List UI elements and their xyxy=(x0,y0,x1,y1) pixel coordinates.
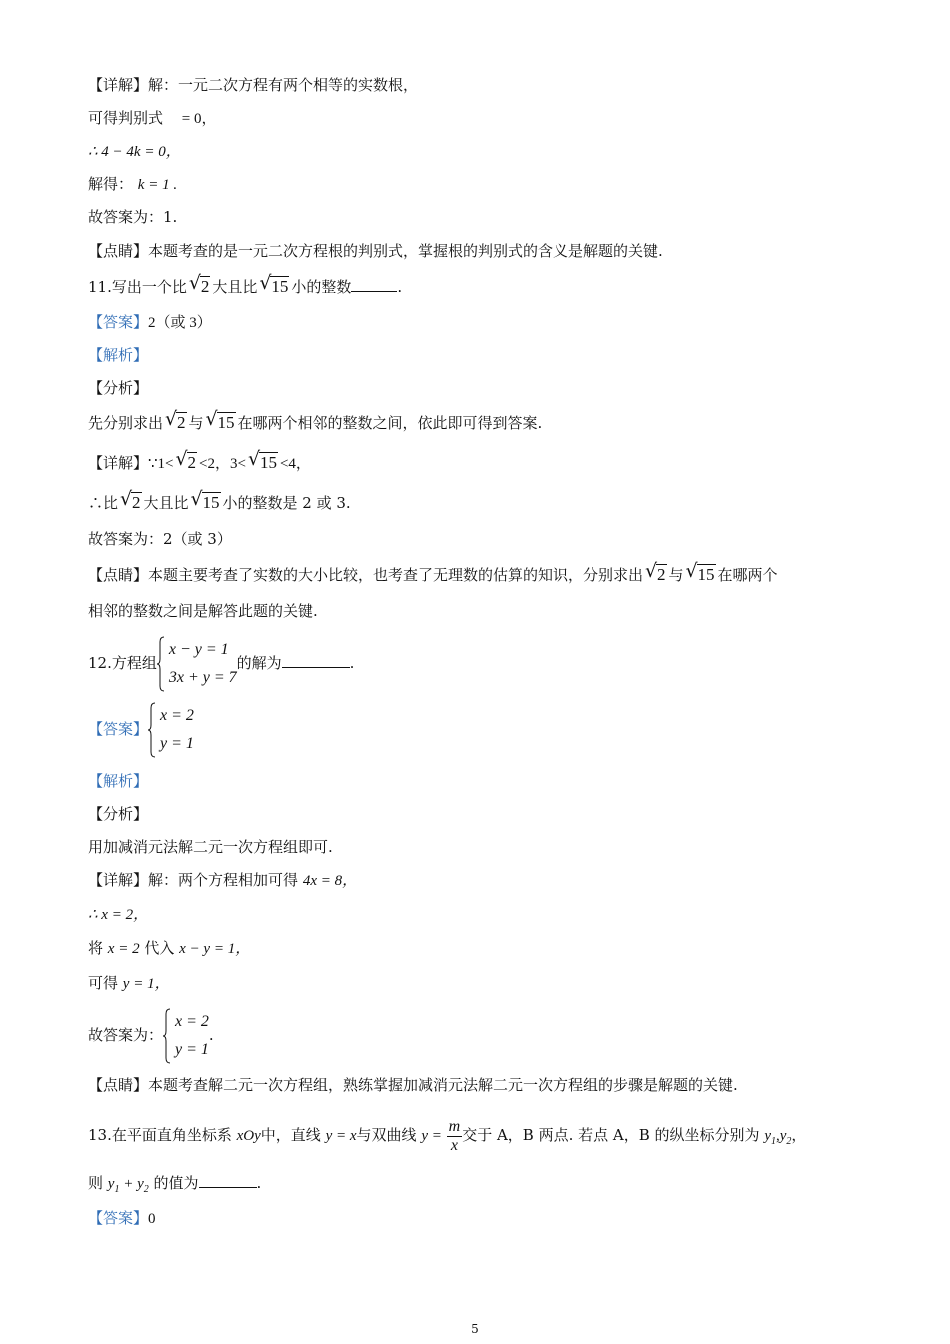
q11-comment-cont xyxy=(88,600,318,622)
text: 中，直线 xyxy=(260,1126,321,1144)
text: 本题考查解二元一次方程组，熟练掌握加减消元法解二元一次方程组的步骤是解题的关键. xyxy=(148,1076,738,1094)
text: 与双曲线 xyxy=(356,1126,417,1144)
text: 用加减消元法解二元一次方程组即可. xyxy=(88,838,333,856)
text: 大且比 xyxy=(212,278,258,296)
text: . xyxy=(349,654,355,672)
text: 的值为 xyxy=(153,1174,199,1192)
text: 将 xyxy=(88,939,104,957)
math: x = 2 xyxy=(107,941,140,957)
q12-final xyxy=(88,1006,214,1064)
q11-fenxi xyxy=(88,377,148,399)
text: , xyxy=(775,1128,780,1144)
q12-fenxi-text xyxy=(88,836,333,858)
sqrt-2: √ 2 xyxy=(188,272,210,296)
detail-tag: 【详解】 xyxy=(88,871,149,889)
q12-question xyxy=(88,634,354,692)
text: 在哪两个相邻的整数之间，依此即可得到答案. xyxy=(237,414,543,432)
text: ∵1< xyxy=(148,456,174,472)
q11-fenxi-text xyxy=(88,408,543,434)
comment-tag: 【点睛】 xyxy=(88,242,149,260)
q11-question xyxy=(88,272,403,298)
math: ∴ x = 2， xyxy=(88,907,149,923)
sqrt-2: √ 2 xyxy=(120,488,141,512)
text: 交于 A，B 两点. 若点 A，B 的纵坐标分别为 xyxy=(462,1126,760,1144)
math: k = 1 . xyxy=(137,177,178,193)
y1: $y_1$ xyxy=(764,1128,776,1147)
solution-y: y = 1 xyxy=(160,735,194,752)
text: . xyxy=(256,1174,262,1192)
math: 4x = 8， xyxy=(302,873,358,889)
answer-blank xyxy=(282,653,350,668)
q12-answer xyxy=(88,700,194,758)
text: 与 xyxy=(668,566,684,584)
math: y = 1， xyxy=(122,976,170,992)
text: 可得 xyxy=(88,974,119,992)
sqrt-2: √ 2 xyxy=(645,560,666,584)
q11-comment xyxy=(88,560,778,586)
p10-equation-line xyxy=(88,140,181,163)
text: 在哪两个 xyxy=(717,566,778,584)
sqrt-15: √ 15 xyxy=(205,408,235,432)
fenxi-tag: 【分析】 xyxy=(88,379,149,397)
q12-detail xyxy=(88,869,357,892)
text: 则 xyxy=(88,1174,104,1192)
text: 可得判别式 xyxy=(88,109,164,127)
sqrt-15: √ 15 xyxy=(685,560,715,584)
comment-tag: 【点睛】 xyxy=(88,1076,149,1094)
equation-1: x − y = 1 xyxy=(168,641,229,658)
text: ∴比 xyxy=(88,494,119,512)
p10-answer-line xyxy=(88,206,177,228)
sqrt-2: √ 2 xyxy=(165,408,186,432)
text: 故答案为：2（或 3） xyxy=(88,530,232,548)
q12-substitute xyxy=(88,937,250,960)
math: x − y = 1， xyxy=(179,941,251,957)
text: 11.写出一个比 xyxy=(88,278,187,296)
analysis-tag: 【解析】 xyxy=(88,772,149,790)
q12-comment xyxy=(88,1074,738,1096)
solution-y: y = 1 xyxy=(175,1041,209,1058)
text: 本题主要考查了实数的大小比较，也考查了无理数的估算的知识，分别求出 xyxy=(148,566,644,584)
comment-text: 本题考查的是一元二次方程根的判别式，掌握根的判别式的含义是解题的关键. xyxy=(148,242,663,260)
q11-answer xyxy=(88,311,212,334)
text: 代入 xyxy=(144,939,175,957)
answer-system xyxy=(148,702,194,758)
text: 大且比 xyxy=(143,494,189,512)
answer-blank xyxy=(351,277,397,292)
q13-question-cont xyxy=(88,1172,261,1201)
text: <2，3< xyxy=(199,456,246,472)
math: ∴ 4 − 4k = 0， xyxy=(88,144,181,160)
text: ， xyxy=(791,1126,807,1144)
q11-detail xyxy=(88,448,311,475)
analysis-tag: 【解析】 xyxy=(88,346,149,364)
text: 13.在平面直角坐标系 xyxy=(88,1126,232,1144)
sqrt-15: √ 15 xyxy=(247,448,277,472)
math: y = x xyxy=(325,1128,357,1144)
q11-final-answer xyxy=(88,528,232,550)
text: . xyxy=(397,278,403,296)
text: 与 xyxy=(188,414,204,432)
text: <4， xyxy=(279,456,311,472)
fraction-m-over-x: $\frac{m}{x}$ xyxy=(448,1117,461,1154)
p10-comment-line xyxy=(88,240,663,262)
text: 解：两个方程相加可得 xyxy=(148,871,299,889)
answer-text: 0 xyxy=(148,1211,156,1227)
q13-question xyxy=(88,1113,806,1164)
answer-tag: 【答案】 xyxy=(88,313,149,331)
comment-tag: 【点睛】 xyxy=(88,566,149,584)
answer-text: 2（或 3） xyxy=(148,315,212,331)
math: y = xyxy=(421,1128,442,1144)
q11-therefore xyxy=(88,488,351,514)
solution-x: x = 2 xyxy=(160,707,194,724)
final-system xyxy=(163,1008,209,1064)
page-number: 5 xyxy=(471,1322,479,1336)
sum-expression: $y_1 + y_2$ xyxy=(107,1176,149,1195)
detail-text: 解：一元二次方程有两个相等的实数根， xyxy=(148,76,419,94)
q12-analysis xyxy=(88,770,148,792)
p10-solve-line xyxy=(88,173,177,196)
sqrt-15: √ 15 xyxy=(190,488,220,512)
text: . xyxy=(208,1026,214,1044)
math: xOy xyxy=(236,1128,261,1144)
equation-2: 3x + y = 7 xyxy=(168,669,237,686)
text: 故答案为： xyxy=(88,1026,164,1044)
p10-discriminant-line xyxy=(88,107,217,130)
equation-system xyxy=(157,636,237,692)
answer-tag: 【答案】 xyxy=(88,1209,149,1227)
text: 12.方程组 xyxy=(88,654,157,672)
p10-detail-line xyxy=(88,74,418,96)
text: 故答案为：1. xyxy=(88,208,178,226)
text: 相邻的整数之间是解答此题的关键. xyxy=(88,602,318,620)
text: 小的整数是 2 或 3. xyxy=(222,494,351,512)
text: 小的整数 xyxy=(291,278,352,296)
text: 的解为 xyxy=(236,654,282,672)
text: 解得： xyxy=(88,175,134,193)
y2: $y_2$ xyxy=(779,1128,792,1147)
answer-blank xyxy=(199,1173,257,1188)
q13-answer xyxy=(88,1207,156,1230)
sqrt-15: √ 15 xyxy=(259,272,289,296)
text: 先分别求出 xyxy=(88,414,164,432)
detail-tag: 【详解】 xyxy=(88,76,149,94)
q12-fenxi xyxy=(88,803,148,825)
sqrt-2: √ 2 xyxy=(175,448,197,472)
answer-tag: 【答案】 xyxy=(88,720,149,738)
fenxi-tag: 【分析】 xyxy=(88,805,149,823)
q12-get-y xyxy=(88,972,170,995)
detail-tag: 【详解】 xyxy=(88,454,149,472)
q11-analysis xyxy=(88,344,148,366)
solution-x: x = 2 xyxy=(175,1013,209,1030)
math: = 0， xyxy=(181,111,217,127)
q12-therefore xyxy=(88,903,148,926)
